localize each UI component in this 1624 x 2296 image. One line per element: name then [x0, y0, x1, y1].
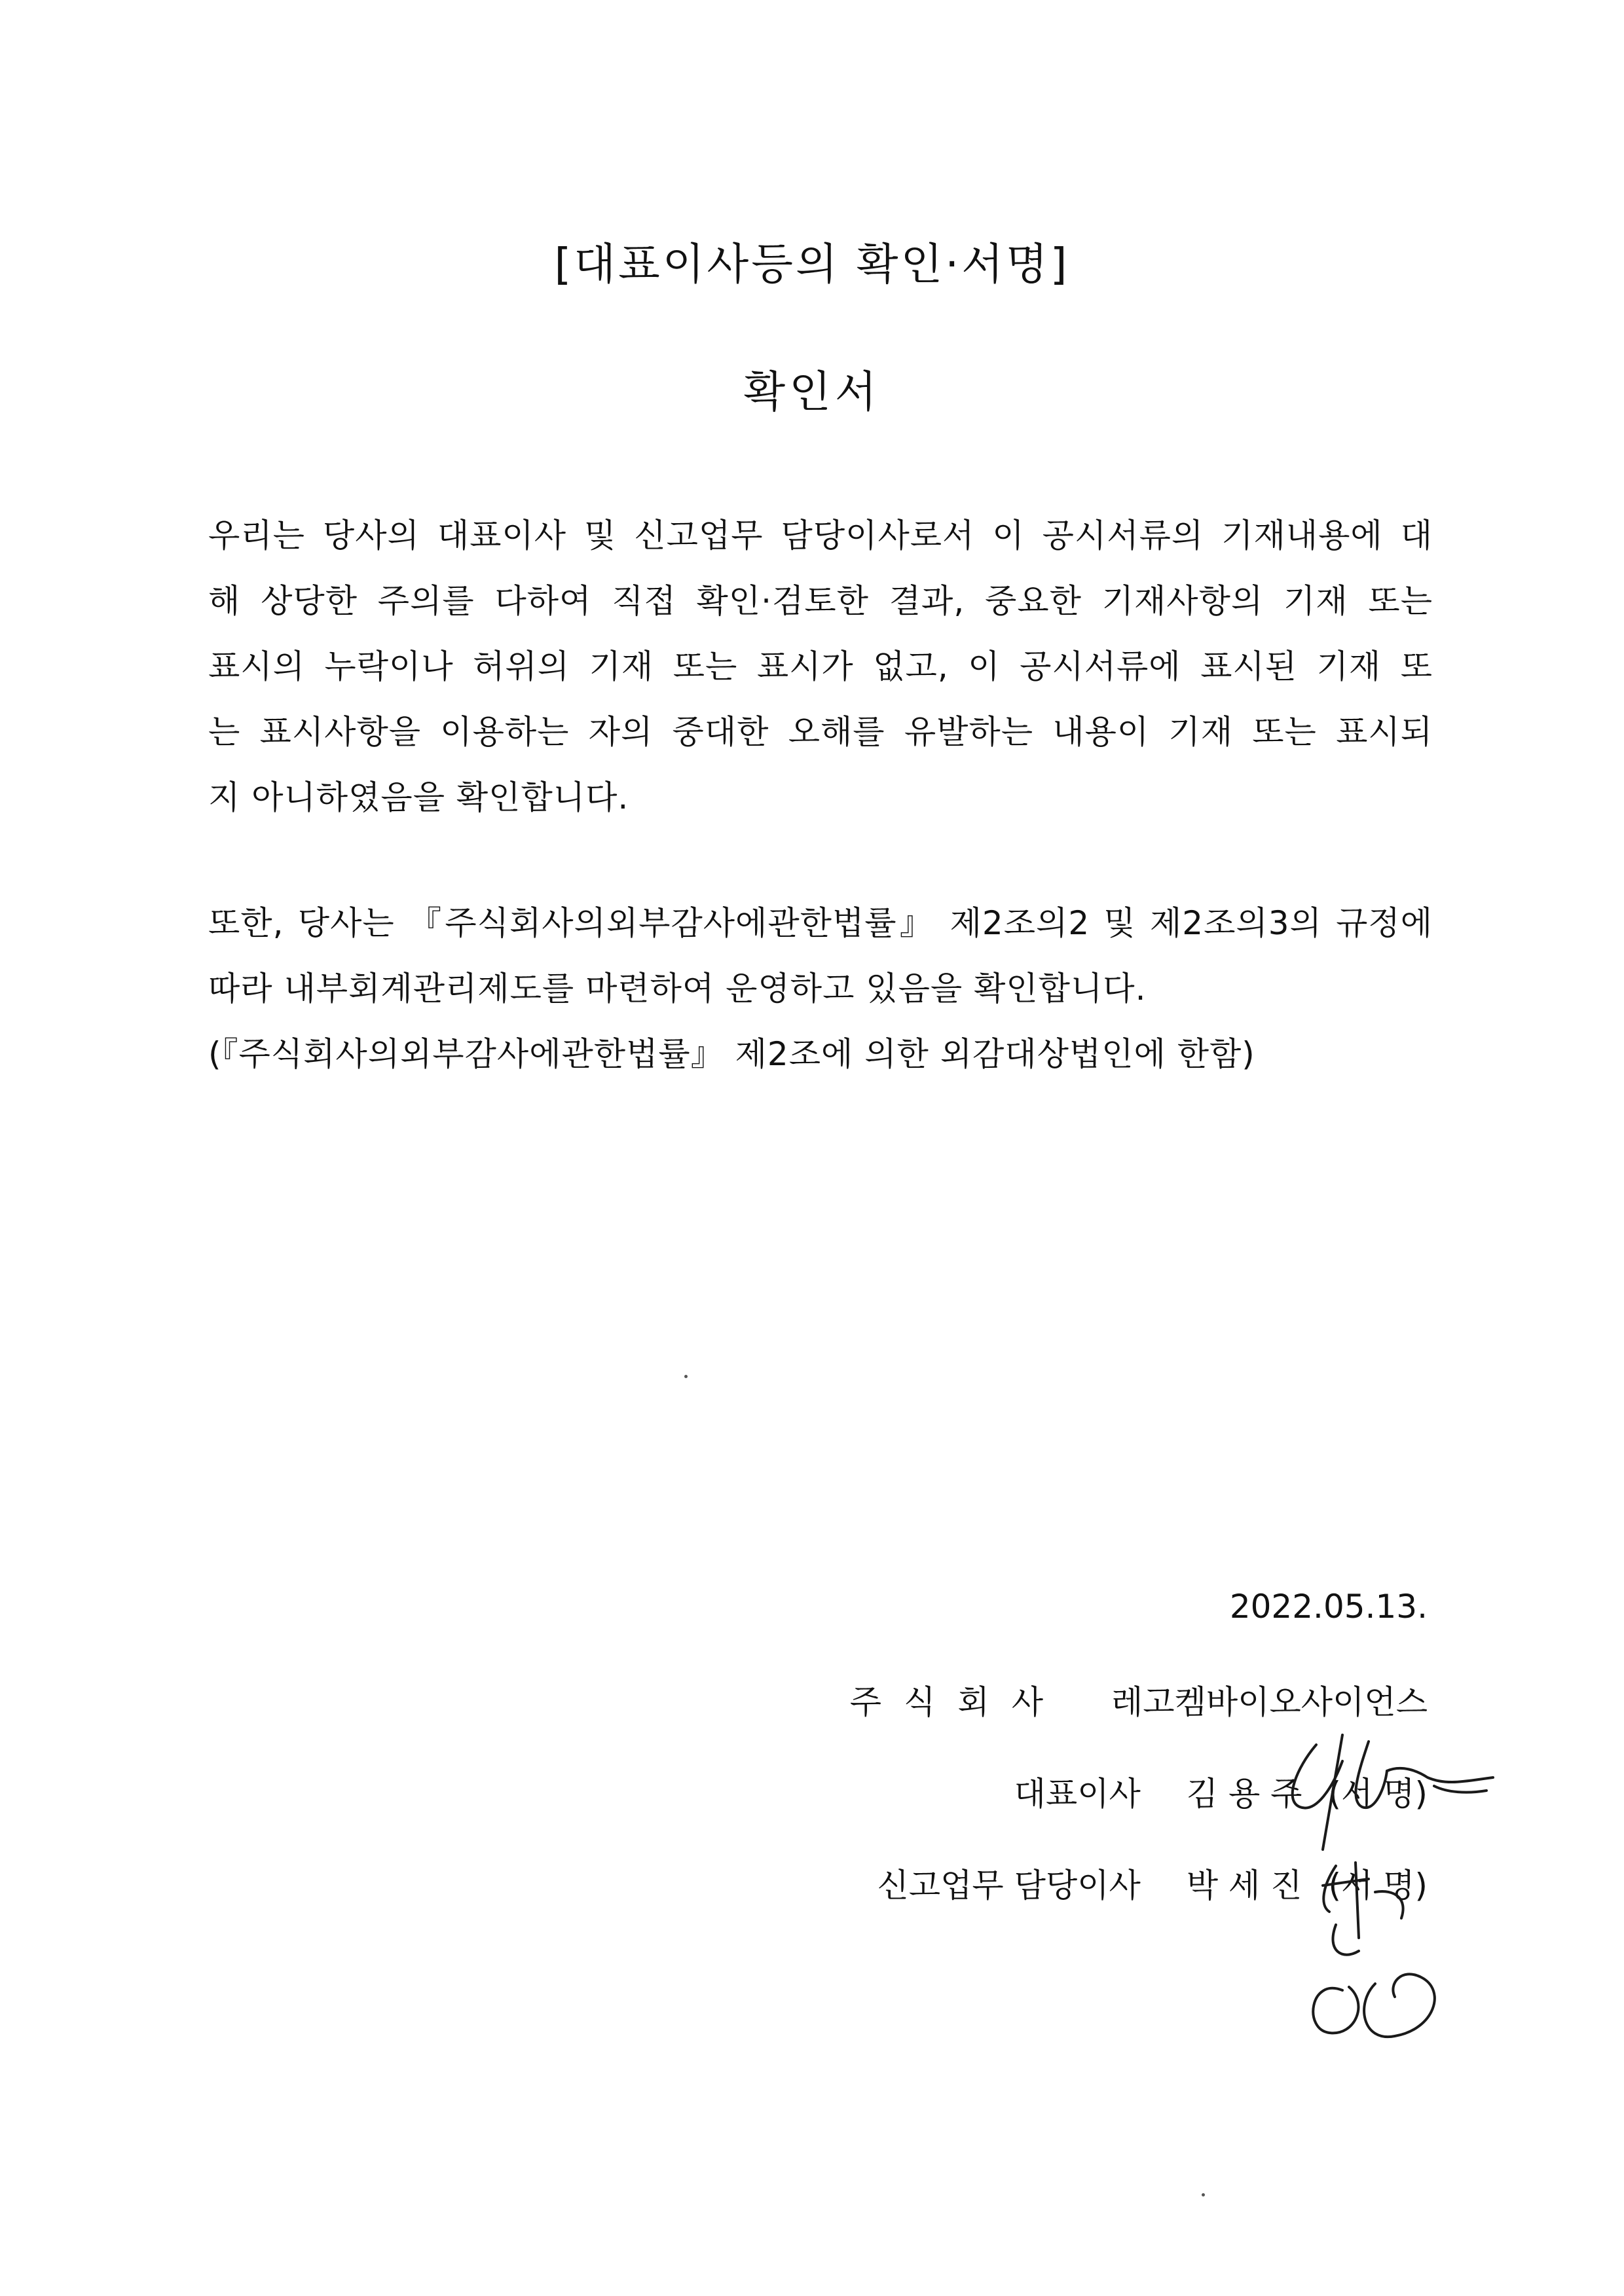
confirmation-paragraph [208, 503, 1433, 830]
ceo-row [1014, 1768, 1428, 1815]
paragraph-line: 따라 내부회계관리제도를 마련하여 운영하고 있음을 확인합니다. [208, 970, 1147, 1008]
ceo-name: 김 용 주 [1186, 1775, 1302, 1813]
ceo-sign-label: (서 명) [1328, 1775, 1428, 1813]
paragraph-line: 우리는 당사의 대표이사 및 신고업무 담당이사로서 이 공시서류의 기재내용에 대 [208, 517, 1433, 555]
paragraph-line: 지 아니하였음을 확인합니다. [208, 778, 629, 816]
paragraph-line: 또한, 당사는 『주식회사의외부감사에관한법률』 제2조의2 및 제2조의3의 규정에 [208, 904, 1433, 942]
paragraph-line: 표시의 누락이나 허위의 기재 또는 표시가 없고, 이 공시서류에 표시된 기재 또 [208, 647, 1433, 685]
scan-speck [684, 1375, 688, 1378]
document-title: [대표이사등의 확인·서명] [554, 239, 1070, 289]
officer-title: 신고업무 담당이사 [877, 1867, 1141, 1904]
company-label: 주식회사 [849, 1683, 1065, 1721]
officer-sign-label: (서 명) [1328, 1867, 1428, 1904]
officer-row [877, 1859, 1428, 1906]
company-name: 레고켐바이오사이언스 [1111, 1683, 1428, 1721]
ceo-title: 대표이사 [1014, 1775, 1141, 1813]
paragraph-line: 해 상당한 주의를 다하여 직접 확인·검토한 결과, 중요한 기재사항의 기재 또는 [208, 582, 1433, 620]
internal-control-paragraph [208, 890, 1433, 1087]
paragraph-line: 는 표시사항을 이용하는 자의 중대한 오해를 유발하는 내용이 기재 또는 표시되 [208, 713, 1433, 751]
paragraph-line: (『주식회사의외부감사에관한법률』 제2조에 의한 외감대상법인에 한함) [208, 1035, 1255, 1073]
document-subtitle: 확인서 [743, 367, 881, 417]
scan-speck [1202, 2193, 1205, 2196]
document-date: 2022.05.13. [1229, 1588, 1428, 1626]
company-row [850, 1676, 1428, 1723]
officer-name: 박 세 진 [1186, 1867, 1302, 1904]
